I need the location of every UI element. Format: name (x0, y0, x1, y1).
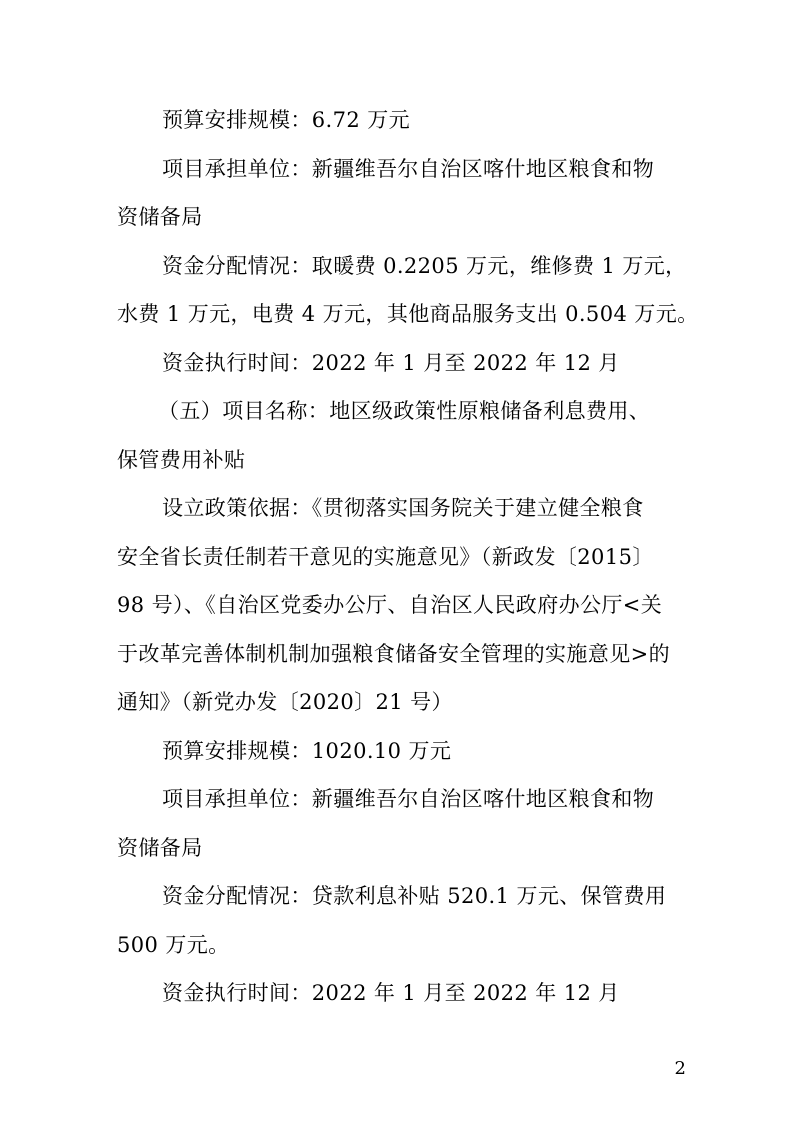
page-number: 2 (674, 1058, 686, 1079)
undertaking-unit-continuation: 资储备局 (117, 205, 203, 229)
policy-basis-continuation-3: 于改革完善体制机制加强粮食储备安全管理的实施意见>的 (117, 642, 670, 666)
project-name-continuation: 保管费用补贴 (117, 448, 246, 472)
policy-basis-continuation-4: 通知》（新党办发〔2020〕21 号） (117, 690, 453, 714)
fund-allocation-line: 资金分配情况：取暖费 0.2205 万元，维修费 1 万元， (162, 254, 687, 278)
execution-time-line-2: 资金执行时间：2022 年 1 月至 2022 年 12 月 (162, 981, 620, 1005)
undertaking-unit-line-2: 项目承担单位：新疆维吾尔自治区喀什地区粮食和物 (162, 787, 655, 811)
undertaking-unit-line: 项目承担单位：新疆维吾尔自治区喀什地区粮食和物 (162, 157, 655, 181)
undertaking-unit-continuation-2: 资储备局 (117, 836, 203, 860)
policy-basis-continuation-1: 安全省长责任制若干意见的实施意见》（新政发〔2015〕 (117, 545, 654, 569)
project-name-heading: （五）项目名称：地区级政策性原粮储备利息费用、 (158, 399, 651, 423)
policy-basis-continuation-2: 98 号）、《自治区党委办公厅、自治区人民政府办公厅<关 (117, 593, 663, 617)
fund-allocation-continuation: 水费 1 万元，电费 4 万元，其他商品服务支出 0.504 万元。 (117, 302, 699, 326)
budget-scale-line: 预算安排规模：6.72 万元 (162, 108, 411, 132)
execution-time-line: 资金执行时间：2022 年 1 月至 2022 年 12 月 (162, 351, 620, 375)
fund-allocation-line-2: 资金分配情况：贷款利息补贴 520.1 万元、保管费用 (162, 884, 667, 908)
fund-allocation-continuation-2: 500 万元。 (117, 933, 230, 957)
policy-basis-line: 设立政策依据：《贯彻落实国务院关于建立健全粮食 (162, 496, 644, 520)
budget-scale-line-2: 预算安排规模：1020.10 万元 (162, 739, 452, 763)
